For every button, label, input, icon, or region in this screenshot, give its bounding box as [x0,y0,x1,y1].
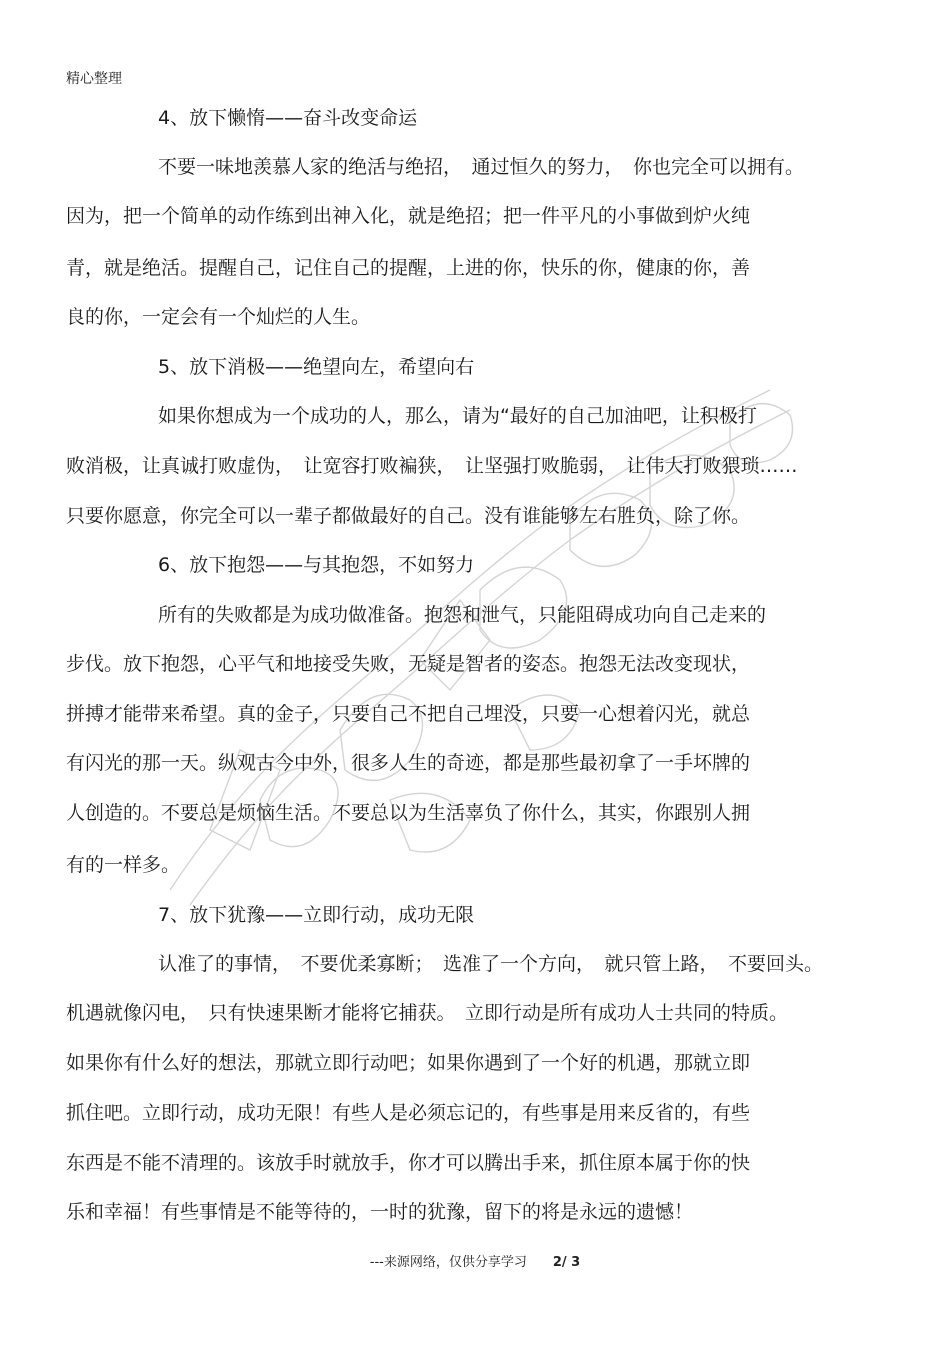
footer-source: ---来源网络，仅供分享学习 [369,1255,527,1270]
heading-line: 4、放下懒惰——奋斗改变命运 [158,107,418,129]
text-line: 步伐。放下抱怨，心平气和地接受失败，无疑是智者的姿态。抱怨无法改变现状， [66,653,751,675]
text-line: 败消极，让真诚打败虚伪， 让宽容打败褊狭， 让坚强打败脆弱， 让伟大打败猥琐…… [66,455,798,477]
text-line: 所有的失败都是为成功做准备。抱怨和泄气，只能阻碍成功向自己走来的 [158,604,767,626]
text-line: 乐和幸福！有些事情是不能等待的，一时的犹豫，留下的将是永远的遗憾！ [66,1201,694,1223]
page-footer [0,1251,950,1270]
page-number: 2/ 3 [552,1255,581,1270]
text-line: 抓住吧。立即行动，成功无限！有些人是必须忘记的，有些事是用来反省的，有些 [66,1102,751,1124]
text-line: 人创造的。不要总是烦恼生活。不要总以为生活辜负了你什么，其实，你跟别人拥 [66,802,751,824]
text-line: 因为，把一个简单的动作练到出神入化，就是绝招；把一件平凡的小事做到炉火纯 [66,205,751,227]
text-line: 良的你，一定会有一个灿烂的人生。 [66,306,371,328]
text-line: 有闪光的那一天。纵观古今中外，很多人生的奇迹，都是那些最初拿了一手坏牌的 [66,752,751,774]
text-line: 青，就是绝活。提醒自己，记住自己的提醒，上进的你，快乐的你，健康的你，善 [66,257,751,279]
heading-line: 6、放下抱怨——与其抱怨，不如努力 [158,554,475,576]
text-line: 东西是不能不清理的。该放手时就放手，你才可以腾出手来，抓住原本属于你的快 [66,1152,751,1174]
text-line: 不要一味地羡慕人家的绝活与绝招， 通过恒久的努力， 你也完全可以拥有。 [158,156,805,178]
text-line: 有的一样多。 [66,854,181,876]
text-line: 如果你想成为一个成功的人，那么，请为“最好的自己加油吧，让积极打 [158,405,757,427]
text-line: 拼搏才能带来希望。真的金子，只要自己不把自己埋没，只要一心想着闪光，就总 [66,703,751,725]
text-line: 如果你有什么好的想法，那就立即行动吧；如果你遇到了一个好的机遇，那就立即 [66,1052,751,1074]
heading-line: 7、放下犹豫——立即行动，成功无限 [158,904,475,926]
text-line: 只要你愿意，你完全可以一辈子都做最好的自己。没有谁能够左右胜负，除了你。 [66,505,751,527]
header-note: 精心整理 [66,71,122,87]
text-line: 机遇就像闪电， 只有快速果断才能将它捕获。 立即行动是所有成功人士共同的特质。 [66,1002,789,1024]
text-line: 认准了的事情， 不要优柔寡断； 选准了一个方向， 就只管上路， 不要回头。 [158,953,824,975]
heading-line: 5、放下消极——绝望向左，希望向右 [158,356,475,378]
